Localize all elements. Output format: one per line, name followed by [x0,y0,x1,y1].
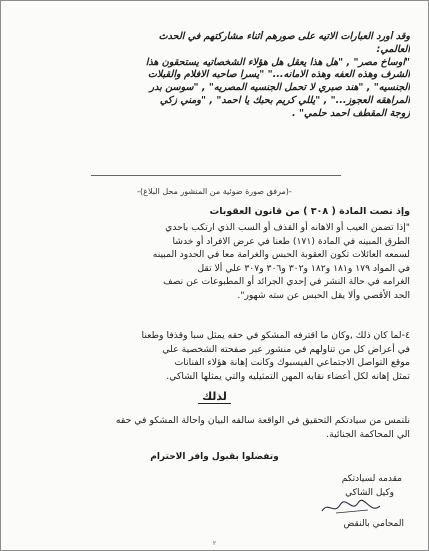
text-line: في المواد ١٧٩ و١٨١ و١٨٢ و٣٠٢ و٣٠٦ و٣٠٧ علي ألا تقل [197,262,410,274]
text-line: "إذا تضمن العيب أو الاهانه أو القذف أو السب الذي ارتكب باحدي [165,222,410,233]
text-line: العالمي: [376,43,410,55]
request-paragraph [15,414,410,441]
law-article-heading: وإذ نصت المادة ( ٣٠٨ ) من قانون العقوبات [209,206,410,217]
text-line: الي المحاكمة الجنائية. [326,428,410,440]
closing-salutation: وتفضلوا بقبول وافر الاحترام [150,452,279,462]
text-line: وقد أورد العبارات الاتيه على صورهم أثناء مشاركتهم في الحدث [158,31,410,42]
divider [91,175,341,176]
text-line: نلتمس من سيادتكم التحقيق في الواقعة سالفه البيان واحالة المشكو في حقه [115,415,410,426]
text-line: تمثل إهانه لكل أعضاء نقابه المهن التمثيليه والتي يمثلها الشاكي. [166,370,410,382]
therefore-heading-text: لذلك [198,390,231,404]
argument-paragraph [15,329,410,383]
handwritten-signature [318,497,388,517]
page-number: ٢ [212,540,217,547]
attachment-caption: -(مرفق صورة ضوئية من المنشور محل البلاغ)- [137,187,292,196]
text-line: ٤-لما كان ذلك ,وكان ما اقترفه المشكو في حقه يمثل سبا وقذفا وطعنا [141,330,410,341]
text-line: لسمعه العائلات تكون العقوبة الحبس والغرامة معا في الحدود المبينه [152,249,410,260]
signoff-line: مقدمه لسيادتكم [341,474,402,484]
text-line: "اوساخ مصر" , "هل هذا يعقل هل هؤلاء الشخصاتيه يستحقون هذا [145,56,410,68]
text-line: زوجة المقطف احمد حلمي" . [292,107,410,119]
law-article-text [15,221,410,302]
text-line: موقع التواصل الاجتماعي الفيسبوك وكانت إهانة هؤلاء الفنانات [174,357,410,369]
text-line: الجنسيه" , "هند صبري لا تحمل الجنسيه المصريه" , "سوسن بدر [149,82,410,94]
text-line: المراهقه العجوز..." , "يللي كريم بحبك يا احمد" , "ومني زكي [159,94,410,106]
text-line: الطرق المبينه في المادة (١٧١) طعنا في عرض الافراد أو خدشا [172,235,410,247]
text-line: في أعراض كل من تناولهم في منشور عبر صفحته الشخصية علي [162,343,410,355]
signoff-line: وكيل الشاكي [345,488,394,498]
text-line: الغرامه في حالة النشر في إحدي الجرائد أو المطبوعات عن نصف [163,276,410,287]
text-line: الشرف وهذه العفه وهذه الامانه..." "يسرا صاحبه الافلام والقبلات [147,69,410,81]
signoff-line: المحامي بالنقض [343,519,404,529]
text-line: الحد الأقصي وألا يقل الحبس عن سته شهور". [237,289,410,301]
quoted-statements-paragraph [15,31,410,121]
therefore-heading [1,385,428,404]
